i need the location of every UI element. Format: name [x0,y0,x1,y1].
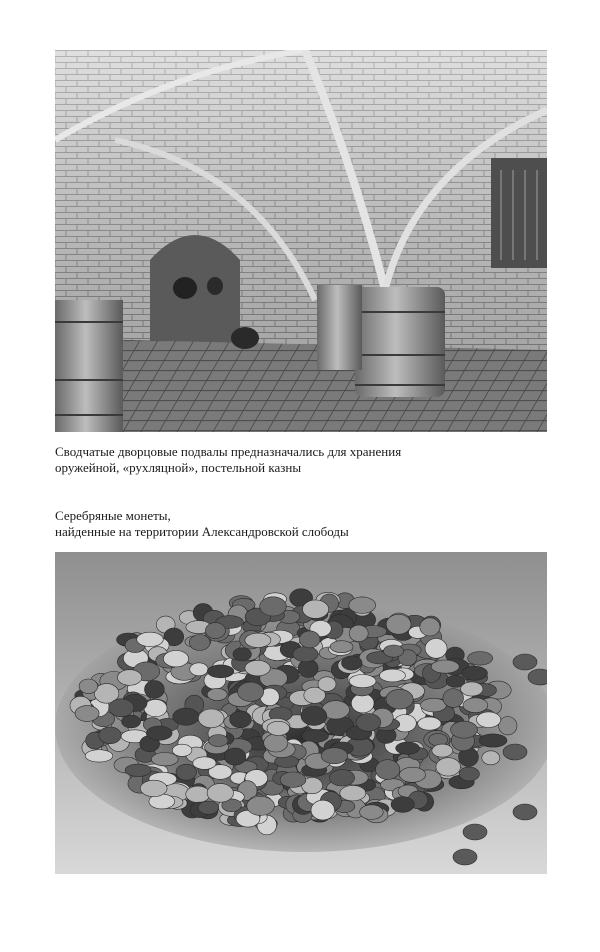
coins-caption-line-2: найденные на территории Александровской слободы [55,524,349,539]
coins-image [55,552,547,874]
cellar-caption-line-1: Сводчатые дворцовые подвалы предназначались для хранения [55,444,402,459]
cellar-caption-line-2: оружейной, «рухляцной», постельной казны [55,460,302,475]
cellar-image [55,50,547,432]
coins-photo [55,552,547,874]
cellar-photo [55,50,547,432]
cellar-caption [55,444,547,476]
coins-caption-line-1: Серебряные монеты, [55,508,171,523]
coins-caption [55,508,547,540]
